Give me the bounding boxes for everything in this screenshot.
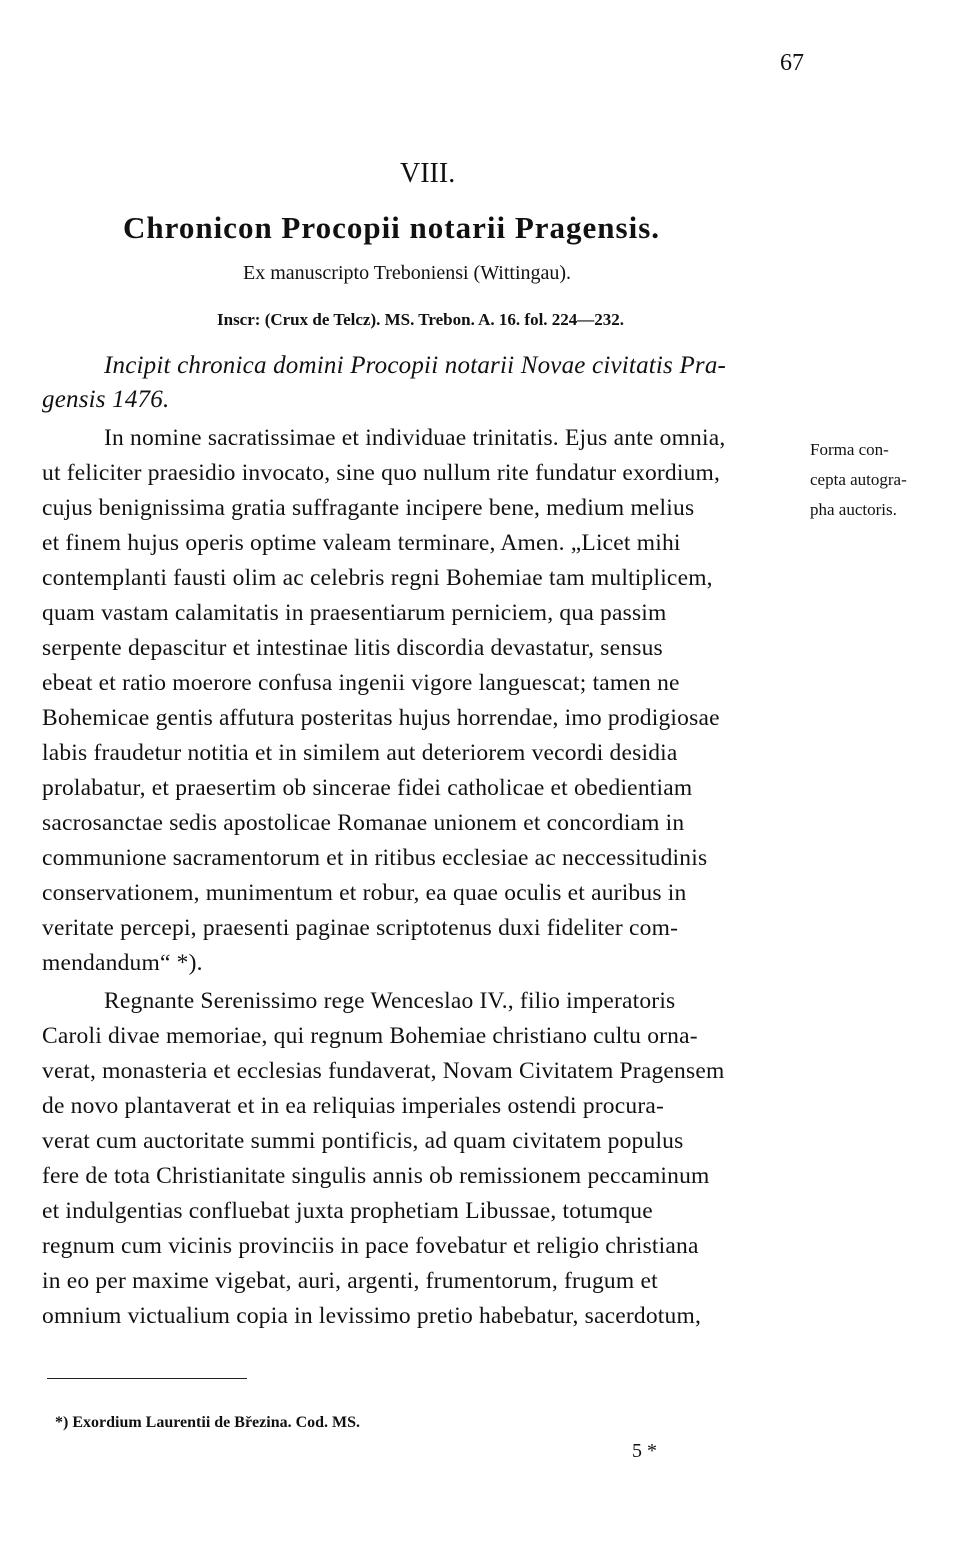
body-line: contemplanti fausti olim ac celebris regni Bohemiae tam multiplicem, (42, 565, 713, 591)
body-line: Bohemicae gentis affutura posteritas hujus horrendae, imo prodigiosae (42, 705, 720, 731)
body-line: verat cum auctoritate summi pontificis, ad quam civitatem populus (42, 1128, 684, 1154)
body-line: cujus benignissima gratia suffragante incipere bene, medium melius (42, 495, 695, 521)
body-line: labis fraudetur notitia et in similem aut deteriorem vecordi desidia (42, 740, 678, 766)
body-line: sacrosanctae sedis apostolicae Romanae unionem et concordiam in (42, 810, 685, 836)
body-line: quam vastam calamitatis in praesentiarum perniciem, qua passim (42, 600, 667, 626)
margin-note-line: cepta autogra- (810, 470, 907, 489)
body-line: fere de tota Christianitate singulis annis ob remissionem peccaminum (42, 1163, 710, 1189)
body-line: mendandum“ *). (42, 950, 203, 976)
section-number: VIII. (400, 158, 456, 189)
manuscript-inscription: Inscr: (Crux de Telcz). MS. Trebon. A. 16. fol. 224—232. (217, 310, 625, 329)
margin-note-line: pha auctoris. (810, 500, 897, 519)
body-line: Caroli divae memoriae, qui regnum Bohemiae christiano cultu orna- (42, 1023, 698, 1049)
body-line: ebeat et ratio moerore confusa ingenii vigore languescat; tamen ne (42, 670, 680, 696)
body-line: In nomine sacratissimae et individuae trinitatis. Ejus ante omnia, (104, 425, 726, 451)
page-number: 67 (780, 50, 804, 76)
body-line: Regnante Serenissimo rege Wenceslao IV., filio imperatoris (104, 988, 676, 1014)
body-line: et indulgentias confluebat juxta prophetiam Libussae, totumque (42, 1198, 653, 1224)
body-line: de novo plantaverat et in ea reliquias imperiales ostendi procura- (42, 1093, 665, 1119)
incipit-line: Incipit chronica domini Procopii notarii Novae civitatis Pra- (104, 352, 727, 379)
body-line: et finem hujus operis optime valeam terminare, Amen. „Licet mihi (42, 530, 681, 556)
body-line: conservationem, munimentum et robur, ea quae oculis et auribus in (42, 880, 687, 906)
incipit-line: gensis 1476. (42, 386, 170, 413)
body-line: in eo per maxime vigebat, auri, argenti, frumentorum, frugum et (42, 1268, 658, 1294)
margin-note-line: Forma con- (810, 440, 889, 459)
manuscript-source: Ex manuscripto Treboniensi (Wittingau). (243, 262, 572, 284)
body-line: communione sacramentorum et in ritibus ecclesiae ac neccessitudinis (42, 845, 708, 871)
body-line: verat, monasteria et ecclesias fundaverat, Novam Civitatem Pragensem (42, 1058, 725, 1084)
chronicle-title: Chronicon Procopii notarii Pragensis. (123, 210, 661, 245)
body-line: serpente depascitur et intestinae litis discordia devastatur, sensus (42, 635, 663, 661)
body-line: regnum cum vicinis provinciis in pace fovebatur et religio christiana (42, 1233, 699, 1259)
body-line: veritate percepi, praesenti paginae scriptotenus duxi fideliter com- (42, 915, 679, 941)
signature-mark: 5 * (632, 1440, 657, 1462)
body-line: prolabatur, et praesertim ob sincerae fidei catholicae et obedientiam (42, 775, 693, 801)
footnote-separator (47, 1378, 247, 1379)
footnote: *) Exordium Laurentii de Březina. Cod. MS. (55, 1414, 361, 1431)
body-line: omnium victualium copia in levissimo pretio habebatur, sacerdotum, (42, 1303, 702, 1329)
body-line: ut feliciter praesidio invocato, sine quo nullum rite fundatur exordium, (42, 460, 721, 486)
